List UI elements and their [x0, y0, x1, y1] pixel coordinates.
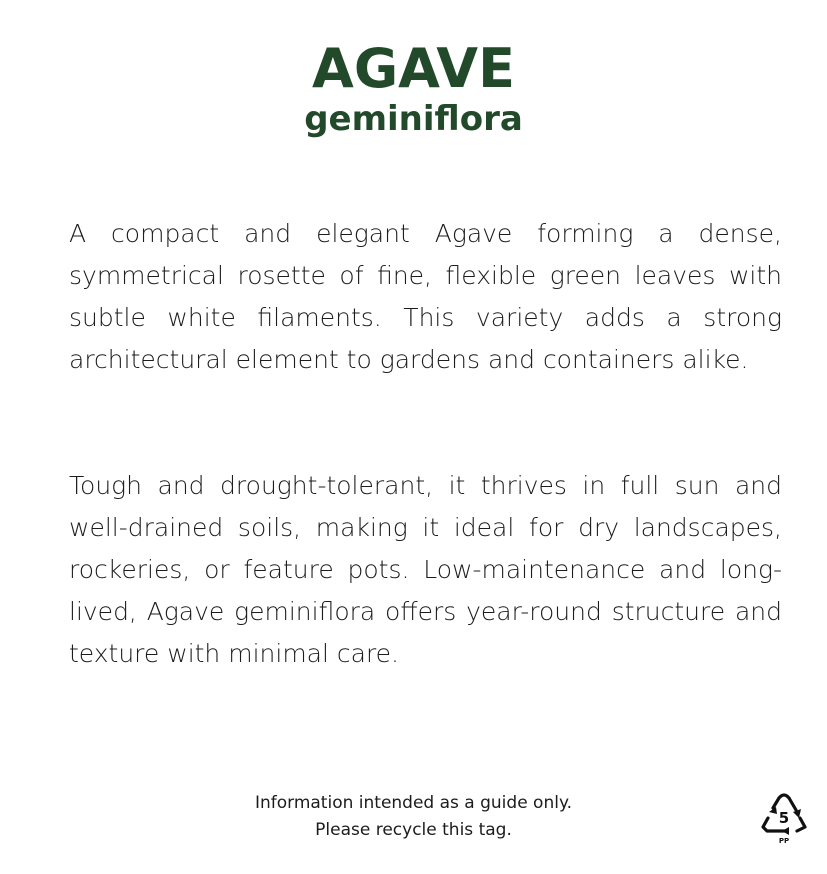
plant-title: AGAVE	[312, 37, 515, 100]
description-paragraph-1: A compact and elegant Agave forming a dense, symmetrical rosette of fine, flexible green leaves with subtle white filaments. This variety adds a strong architectural element to gardens and containers alike.	[69, 219, 782, 374]
plant-species: geminiflora	[304, 99, 523, 139]
footer-note	[0, 790, 827, 844]
recycle-code: PP	[778, 837, 790, 845]
footer-line-guide: Information intended as a guide only.	[254, 793, 573, 813]
recycle-number: 5	[778, 809, 790, 827]
description-paragraph-2: Tough and drought-tolerant, it thrives in full sun and well-drained soils, making it ideal for dry landscapes, rockeries, or feature pots. Low-maintenance and long-lived, Agave geminiflora offers year-round structure and texture with minimal care.	[69, 471, 782, 668]
recycle-icon	[759, 790, 809, 846]
footer-line-recycle: Please recycle this tag.	[315, 820, 512, 840]
